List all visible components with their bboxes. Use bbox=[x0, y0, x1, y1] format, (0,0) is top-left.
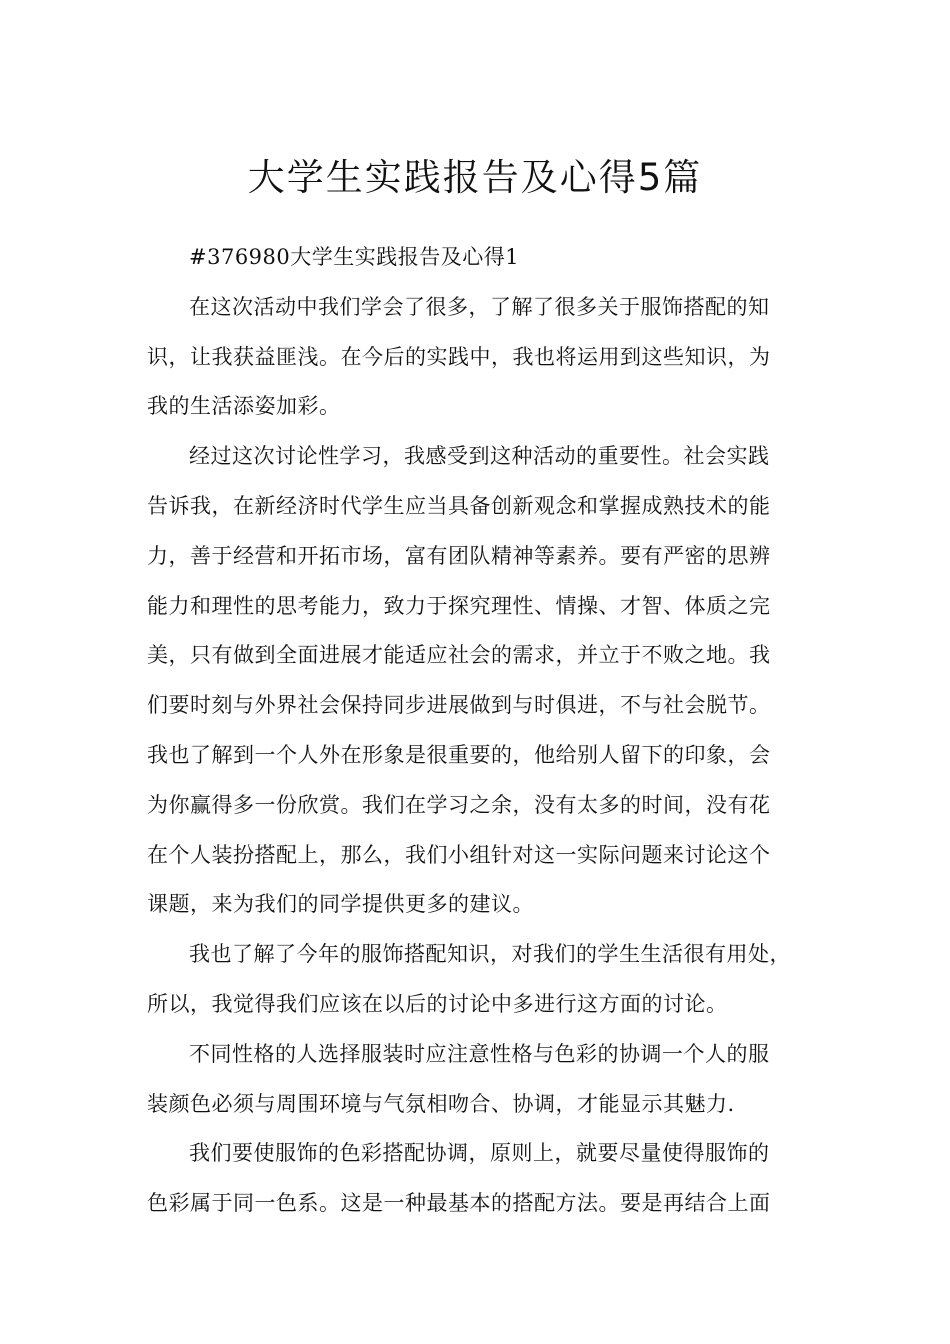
text-line: 们要时刻与外界社会保持同步进展做到与时俱进，不与社会脱节。 bbox=[147, 693, 771, 718]
text-line: 力，善于经营和开拓市场，富有团队精神等素养。要有严密的思辨 bbox=[147, 543, 771, 568]
text-line: 我也了解到一个人外在形象是很重要的，他给别人留下的印象，会 bbox=[147, 742, 771, 767]
text-line: 我们要使服饰的色彩搭配协调，原则上，就要尽量使得服饰的 bbox=[189, 1141, 770, 1166]
text-line: 我的生活添姿加彩。 bbox=[147, 394, 341, 419]
text-line: 能力和理性的思考能力，致力于探究理性、情操、才智、体质之完 bbox=[147, 593, 771, 618]
text-line: 课题，来为我们的同学提供更多的建议。 bbox=[147, 892, 534, 917]
text-line: 为你赢得多一份欣赏。我们在学习之余，没有太多的时间，没有花 bbox=[147, 792, 771, 817]
document-body bbox=[147, 233, 817, 1229]
text-line: 我也了解了今年的服饰搭配知识，对我们的学生生活很有用处， bbox=[189, 942, 791, 967]
text-line: 装颜色必须与周围环境与气氛相吻合、协调，才能显示其魅力. bbox=[147, 1091, 735, 1116]
text-line: 识，让我获益匪浅。在今后的实践中，我也将运用到这些知识，为 bbox=[147, 344, 771, 369]
text-line: 在个人装扮搭配上，那么，我们小组针对这一实际问题来讨论这个 bbox=[147, 842, 771, 867]
text-line: 色彩属于同一色系。这是一种最基本的搭配方法。要是再结合上面 bbox=[147, 1191, 771, 1216]
text-line: #376980大学生实践报告及心得1 bbox=[189, 245, 520, 269]
text-line: 在这次活动中我们学会了很多，了解了很多关于服饰搭配的知 bbox=[189, 294, 770, 319]
text-line: 不同性格的人选择服装时应注意性格与色彩的协调一个人的服 bbox=[189, 1041, 770, 1066]
text-line: 告诉我，在新经济时代学生应当具备创新观念和掌握成熟技术的能 bbox=[147, 493, 771, 518]
text-line: 美，只有做到全面进展才能适应社会的需求，并立于不败之地。我 bbox=[147, 643, 771, 668]
text-line: 所以，我觉得我们应该在以后的讨论中多进行这方面的讨论。 bbox=[147, 991, 728, 1016]
text-line: 经过这次讨论性学习，我感受到这种活动的重要性。社会实践 bbox=[189, 444, 770, 469]
document-title: 大学生实践报告及心得5篇 bbox=[247, 155, 703, 199]
